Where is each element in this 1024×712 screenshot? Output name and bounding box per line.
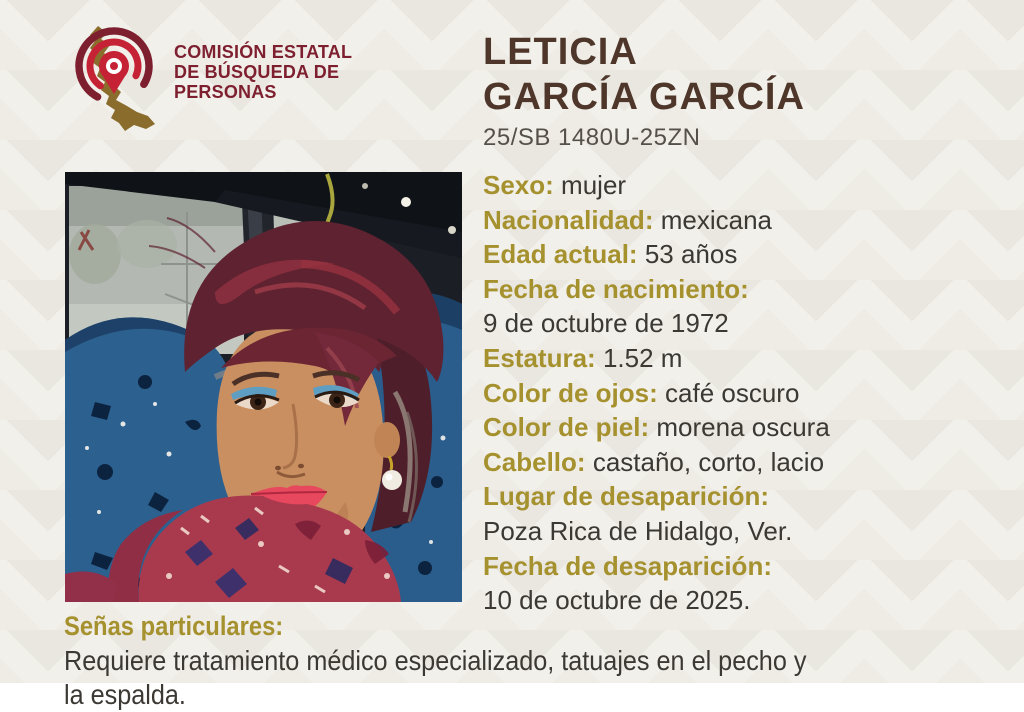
- person-name-line2: GARCÍA GARCÍA: [483, 76, 805, 118]
- detail-value: café oscuro: [665, 377, 800, 408]
- detail-row-lugar: [483, 479, 1023, 548]
- org-name-line: PERSONAS: [174, 82, 277, 102]
- detail-row-edad: [483, 237, 1023, 272]
- detail-value: castaño, corto, lacio: [592, 446, 825, 477]
- detail-label: Estatura:: [483, 342, 596, 373]
- detail-label: Nacionalidad:: [483, 204, 654, 235]
- missing-person-photo: [65, 172, 462, 602]
- detail-label: Color de piel:: [483, 412, 650, 443]
- person-name-line1: LETICIA: [483, 31, 638, 73]
- org-name: [174, 42, 352, 102]
- detail-row-fecha-desaparicion: [483, 549, 1023, 618]
- senas-text-line1: Requiere tratamiento médico especializado, tatuajes en el pecho y: [64, 645, 807, 676]
- detail-row-piel: [483, 410, 1023, 445]
- detail-value: mexicana: [660, 204, 772, 235]
- detail-row-ojos: [483, 376, 1023, 411]
- detail-value: mujer: [561, 170, 627, 200]
- org-name-line: DE BÚSQUEDA DE: [174, 62, 340, 82]
- detail-row-nacimiento: [483, 272, 1023, 341]
- org-name-line: COMISIÓN ESTATAL: [174, 42, 353, 62]
- detail-label: Color de ojos:: [483, 377, 658, 408]
- senas-particulares-section: [64, 610, 994, 712]
- detail-value: 9 de octubre de 1972: [483, 308, 729, 339]
- case-number: 25/SB 1480U-25ZN: [483, 124, 701, 151]
- detail-value: Poza Rica de Hidalgo, Ver.: [483, 515, 793, 546]
- detail-value: 1.52 m: [602, 342, 683, 373]
- detail-label: Fecha de desaparición:: [483, 550, 772, 581]
- details-list: [483, 168, 1023, 618]
- detail-value: 53 años: [644, 239, 738, 270]
- detail-label: Edad actual:: [483, 239, 638, 270]
- detail-row-nacionalidad: [483, 203, 1023, 238]
- senas-text-line2: la espalda.: [64, 679, 186, 710]
- detail-value: 10 de octubre de 2025.: [483, 585, 751, 616]
- senas-text: [64, 644, 901, 712]
- detail-row-sexo: [483, 168, 1023, 203]
- detail-row-estatura: [483, 341, 1023, 376]
- detail-value: morena oscura: [656, 412, 830, 443]
- detail-row-cabello: [483, 445, 1023, 480]
- detail-label: Sexo:: [483, 170, 554, 200]
- detail-label: Fecha de nacimiento:: [483, 273, 749, 304]
- detail-label: Lugar de desaparición:: [483, 481, 770, 512]
- person-name: [483, 30, 805, 120]
- senas-label: Señas particulares:: [64, 611, 284, 641]
- detail-label: Cabello:: [483, 446, 586, 477]
- veracruz-map-search-pin-icon: [58, 24, 164, 140]
